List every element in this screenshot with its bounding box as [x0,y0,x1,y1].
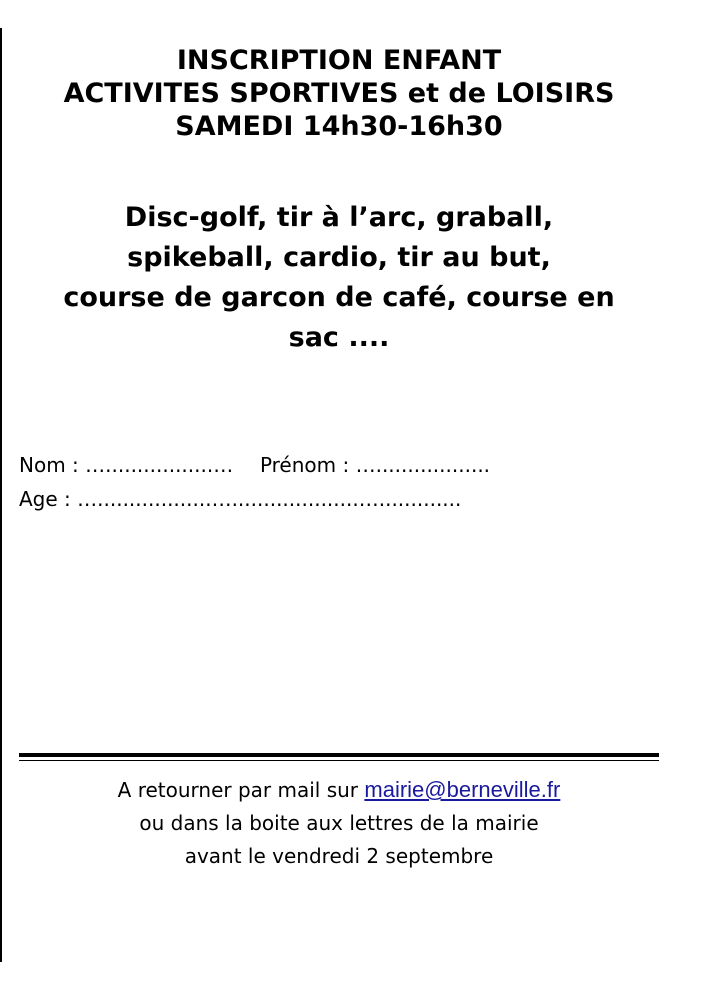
activities-line-2: spikeball, cardio, tir au but, [127,242,551,273]
activities-line-3: course de garcon de café, course en [63,282,615,313]
activities-line-4: sac .... [288,322,390,353]
footer-line-3: avant le vendredi 2 septembre [184,844,494,868]
return-instructions [0,773,678,873]
title-line-2: ACTIVITES SPORTIVES et de LOISIRS [63,78,615,109]
nom-label: Nom : [19,453,79,477]
page-title-block [0,44,678,143]
name-row [19,448,659,482]
prenom-field[interactable]: ….................. [355,453,491,477]
age-label: Age : [19,487,71,511]
footer-line-1-text: A retourner par mail sur [117,778,359,802]
registration-form [19,448,659,516]
prenom-label: Prénom : [259,453,350,477]
footer-line-1 [0,773,678,807]
title-line-1: INSCRIPTION ENFANT [176,45,502,76]
title-line-3: SAMEDI 14h30-16h30 [175,111,503,142]
age-field[interactable]: …..................…....................…............. [77,487,462,511]
nom-field[interactable]: ….................… [85,453,234,477]
email-link[interactable]: mairie@berneville.fr [364,777,561,802]
age-row [19,482,659,516]
footer-line-2: ou dans la boite aux lettres de la mairie [139,811,539,835]
activities-line-1: Disc-golf, tir à l’arc, graball, [124,202,554,233]
activities-list [0,198,678,358]
double-divider [19,753,659,761]
